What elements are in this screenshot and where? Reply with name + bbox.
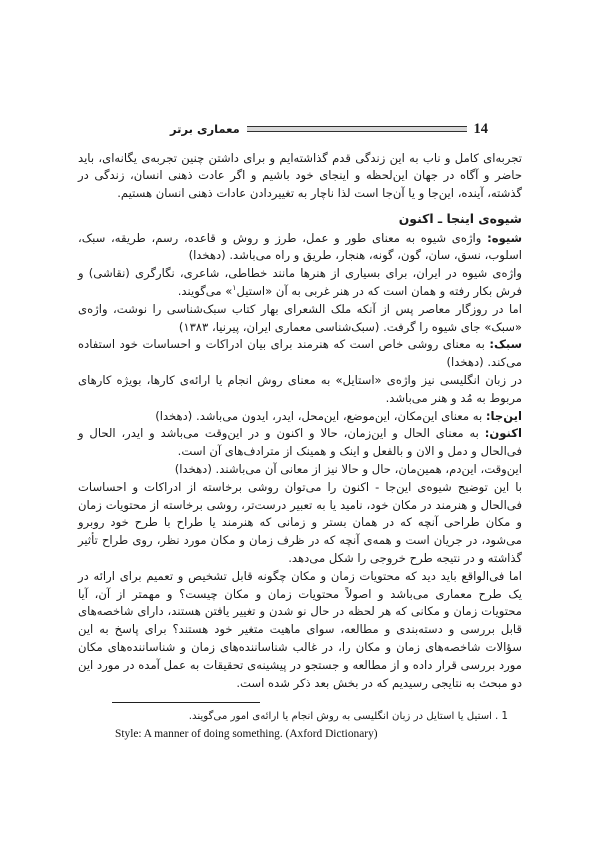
paragraph-intro: تجربه‌ای کامل و ناب به این زندگی قدم گذاشته‌ایم و برای داشتن چنین تجربه‌ی یگانه‌ای، باید حاضر و آگاه در جهان این‌لحظه و اینجای خود باشیم و اگر عادت ذهنی انسان، زندگی در گذشته، آینده، این‌جا و یا آن‌جا است لذا ناچار به تغییردادن عادات ذهنی انسان هستیم. [78, 150, 522, 201]
definition-inja-text: به معنای این‌مکان، این‌موضع، این‌محل، ایدر، ایدون می‌باشد. (دهخدا) [155, 408, 486, 423]
term-aknoon: اکنون: [484, 426, 522, 441]
footnote-reference-mark: ۱ [232, 283, 237, 293]
page-number: 14 [473, 121, 488, 137]
shive-iran-text: واژه‌ی شیوه در ایران، برای بسیاری از هنرها مانند خطاطی، شاعری، نگارگری (نقاشی) و فرش بکار رفته و همان است که در هنر غربی به آن «استیل [78, 266, 522, 299]
paragraph-definition-sabk [78, 336, 522, 372]
definition-shive-text: واژه‌ی شیوه به معنای طور و عمل، طرز و روش و قاعده، رسم، طریقه، سبک، اسلوب، نسق، سان، گون، گونه، هنجار، طریق و راه می‌باشد. (دهخدا) [78, 230, 522, 263]
paragraph-aknoon-synonyms: این‌وقت، این‌دم، همین‌مان، حال و حالا نیز از معانی آن می‌باشند. (دهخدا) [174, 462, 522, 477]
paragraph-explanation: با این توضیح شیوه‌ی این‌جا - اکنون را می‌توان روشی برخاسته از ادراکات و احساسات فی‌الحال و هنرمند در مکان خود، نامید یا به تعبیر درست‌تر، روشی برخاسته از محتویات زمان و مکان طراحی آنچه که در همان بستر و زمانی که هنرمند یا طراح با طرح خود روبرو می‌شود، در جریان است و همه‌ی آنچه که در ظرف زمان و مکان مورد نظر، روی طراح تأثیر گذاشته و در نتیجه طرح خروجی را شکل می‌دهد. [78, 479, 522, 566]
paragraph-shive-iran [78, 265, 522, 301]
footnote-persian [78, 710, 522, 724]
paragraph-conclusion: اما فی‌الواقع باید دید که محتویات زمان و مکان چگونه قابل تشخیص و تعمیم برای ارائه در یک طرح معماری می‌باشد و اصولاً محتویات زمان و مکان چیست؟ و مهمتر از آن، آیا محتویات زمان و مکانی که هر لحظه در حال نو شدن و تغییر یافتن هستند، دارای شاخصه‌های قابل بررسی و دسته‌بندی و مطالعه، سوای ماهیت متغیر خود هستند؟ برای پاسخ به این سؤالات شاخصه‌های زمان و مکان را، در غالب شناساننده‌های زمان و شناساننده‌های مکان مورد بررسی قرار داده و از مطالعه و جستجو در پیشینه‌ی تحقیقات به عمل آمده در مورد این دو مبحث به نتایجی رسیدیم که در بخش بعد ذکر شده است. [78, 568, 522, 690]
footnote-number: 1 . [495, 711, 508, 723]
page-header [170, 122, 488, 137]
footnote-persian-text: استیل یا استایل در زبان انگلیسی به روش انجام یا ارائه‌ی امور می‌گویند. [188, 711, 493, 723]
book-title: معماری برتر [170, 122, 240, 137]
term-sabk: سبک: [489, 337, 522, 352]
footnote-area [0, 702, 600, 741]
definition-aknoon-text: به معنای الحال و این‌زمان، حالا و اکنون و در این‌وقت می‌باشد و ایدر، الحال و فی‌الحال و دمل و الان و بالفعل و اینک و همینک از مترادف‌های آن است. [78, 426, 522, 459]
section-heading: شیوه‌ی اینجا ـ اکنون [398, 210, 522, 226]
definition-sabk-text: به معنای روشی خاص است که هنرمند برای بیان ادراکات و احساسات خود استفاده می‌کند. (دهخدا) [78, 337, 522, 370]
footnote-separator-rule [112, 702, 260, 703]
paragraph-english-style: در زبان انگلیسی نیز واژه‌ی «استایل» به معنای روش انجام یا ارائه‌ی کارها، بویژه کارهای مربوط به مُد و هنر می‌باشد. [78, 373, 522, 405]
shive-iran-text-after: » می‌گویند. [177, 284, 233, 299]
header-rule [247, 126, 467, 132]
term-shive: شیوه: [487, 230, 522, 245]
book-page [0, 122, 600, 848]
term-inja: این‌جا: [485, 408, 522, 423]
paragraph-definition-shive [78, 230, 522, 266]
footnote-english: Style: A manner of doing something. (Axford Dictionary) [115, 728, 378, 741]
paragraph-sabkshenasi: اما در روزگار معاصر پس از آنکه ملک الشعرای بهار کتاب سبک‌شناسی را نوشت، واژه‌ی «سبک» جای شیوه را گرفت. (سبک‌شناسی معماری ایران، پیرنیا، ۱۳۸۳) [78, 301, 522, 334]
paragraph-definition-inja [78, 408, 522, 426]
page-body [0, 150, 600, 693]
paragraph-definition-aknoon [78, 425, 522, 461]
